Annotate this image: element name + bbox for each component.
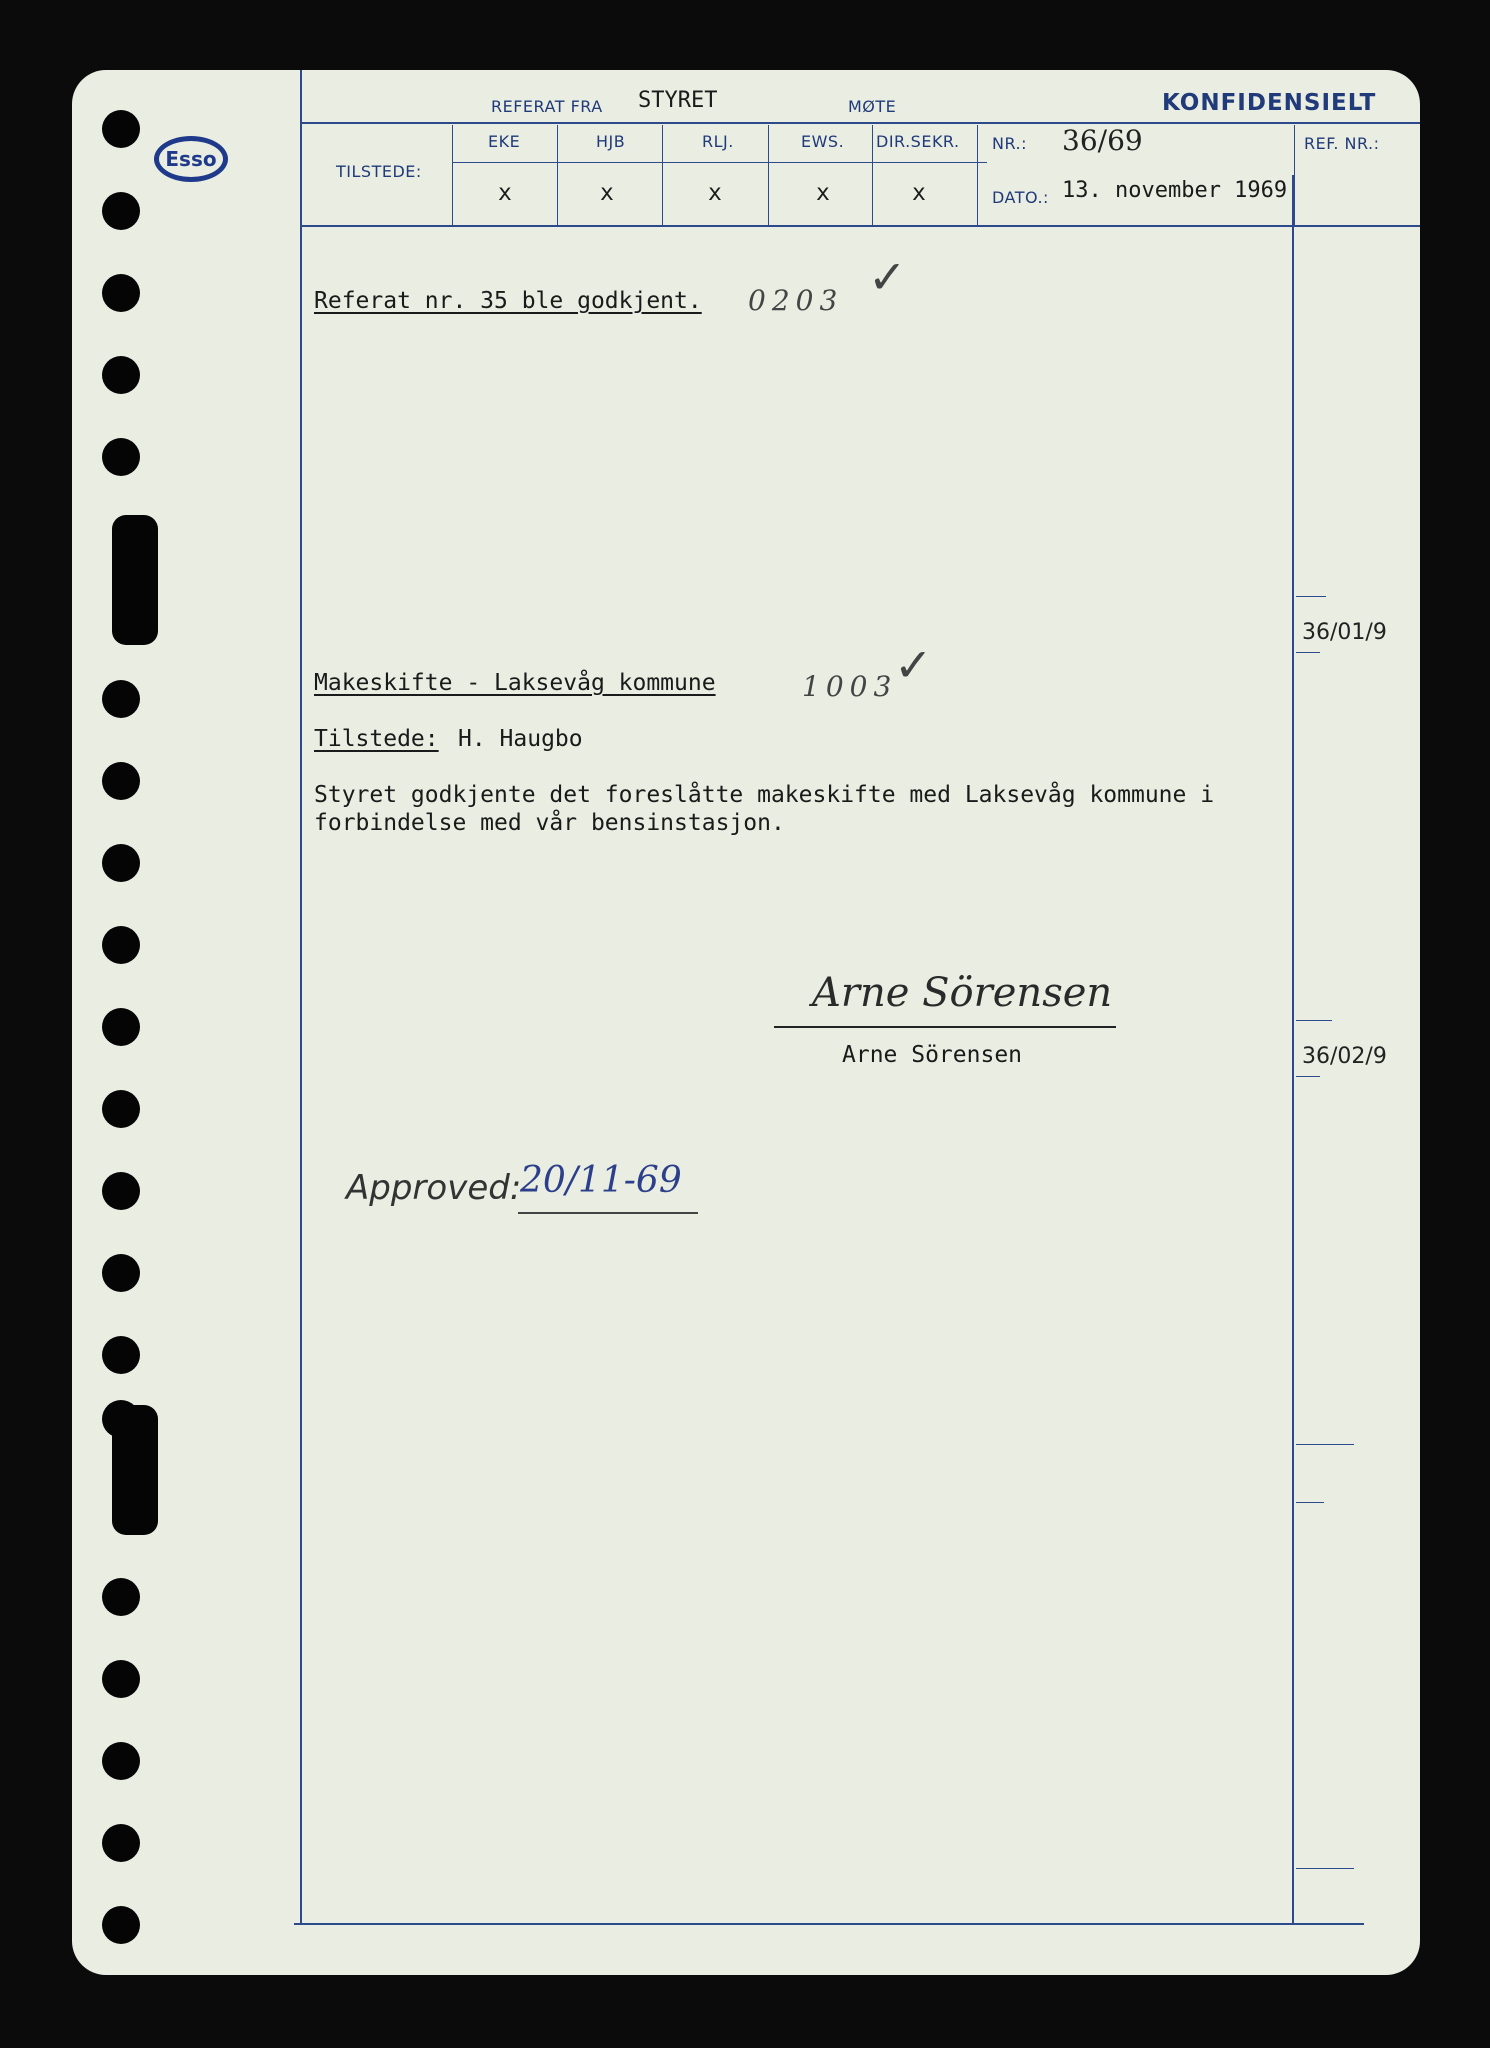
binder-hole [102, 844, 140, 882]
attendee-mark: x [708, 180, 722, 206]
attendee-mark: x [816, 180, 830, 206]
signature-typed-name: Arne Sörensen [842, 1042, 1023, 1068]
form-left-border [300, 70, 302, 1925]
binder-hole [102, 680, 140, 718]
esso-logo [154, 136, 228, 182]
present-label: Tilstede: [314, 726, 439, 752]
approval-underline [518, 1212, 698, 1214]
checkmark-icon: ✓ [868, 250, 907, 304]
checkmark-icon: ✓ [894, 638, 933, 692]
margin-tick [1296, 1076, 1320, 1077]
attendee-mark: x [498, 180, 512, 206]
handwritten-code: 1003 [802, 670, 898, 703]
attendee-col-divider [872, 125, 873, 225]
document-page [72, 70, 1420, 1975]
margin-tick [1296, 1868, 1354, 1869]
margin-tick [1296, 596, 1326, 597]
meeting-body: STYRET [638, 88, 718, 113]
approval-date: 20/11-69 [520, 1160, 682, 1201]
item-title: Referat nr. 35 ble godkjent. [314, 288, 702, 314]
attendee-col-divider [768, 125, 769, 225]
attendee-col-header: RLJ. [702, 132, 734, 151]
binder-hole [102, 274, 140, 312]
item-title: Makeskifte - Laksevåg kommune [314, 670, 716, 696]
item-body-line: forbindelse med vår bensinstasjon. [314, 810, 785, 836]
binder-hole [102, 1660, 140, 1698]
attendee-col-header: HJB [596, 132, 626, 151]
tilstede-label: TILSTEDE: [336, 162, 422, 181]
margin-tick [1296, 1020, 1332, 1021]
attendee-col-divider [977, 125, 978, 225]
dato-label: DATO.: [992, 188, 1049, 207]
handwritten-signature: Arne Sörensen [812, 970, 1113, 1016]
binder-clip [112, 515, 158, 645]
ref-col-divider [1294, 125, 1295, 225]
form-right-column-border [1292, 175, 1294, 1925]
column-header-rule [452, 162, 987, 163]
binder-hole [102, 926, 140, 964]
attendee-col-divider [452, 125, 453, 225]
attendee-col-header: DIR.SEKR. [876, 132, 960, 151]
esso-logo-text: Esso [165, 147, 217, 171]
attendee-col-header: EKE [488, 132, 521, 151]
referat-fra-label: REFERAT FRA [491, 97, 603, 116]
nr-value: 36/69 [1062, 124, 1143, 157]
binder-hole [102, 192, 140, 230]
binder-hole [102, 1824, 140, 1862]
nr-label: NR.: [992, 134, 1027, 153]
margin-tick [1296, 652, 1320, 653]
binder-hole [102, 1254, 140, 1292]
attendee-col-divider [662, 125, 663, 225]
item-body-line: Styret godkjente det foreslåtte makeskifte med Laksevåg kommune i [314, 782, 1215, 808]
present-value: H. Haugbo [458, 726, 583, 752]
header-rule [300, 122, 1420, 124]
binder-hole [102, 1578, 140, 1616]
binder-hole [102, 1336, 140, 1374]
margin-ref: 36/02/9 [1302, 1044, 1387, 1069]
attendee-col-header: EWS. [801, 132, 845, 151]
binder-hole [102, 356, 140, 394]
binder-hole [102, 110, 140, 148]
binder-hole [102, 1008, 140, 1046]
signature-line [774, 1026, 1116, 1028]
header-bottom-rule [300, 225, 1420, 227]
binder-hole [102, 1172, 140, 1210]
mote-label: MØTE [848, 97, 897, 116]
confidential-label: KONFIDENSIELT [1162, 90, 1377, 116]
margin-tick [1296, 1444, 1354, 1445]
margin-ref: 36/01/9 [1302, 620, 1387, 645]
margin-tick [1296, 1502, 1324, 1503]
binder-hole [102, 1742, 140, 1780]
binder-clip [112, 1405, 158, 1535]
handwritten-code: 0203 [748, 284, 844, 317]
approval-label: Approved: [346, 1168, 522, 1208]
attendee-mark: x [600, 180, 614, 206]
binder-hole [102, 762, 140, 800]
attendee-col-divider [557, 125, 558, 225]
dato-value: 13. november 1969 [1062, 178, 1288, 203]
ref-nr-label: REF. NR.: [1304, 134, 1380, 153]
attendee-mark: x [912, 180, 926, 206]
binder-hole [102, 438, 140, 476]
form-bottom-border [294, 1923, 1364, 1925]
binder-hole [102, 1906, 140, 1944]
binder-hole [102, 1090, 140, 1128]
